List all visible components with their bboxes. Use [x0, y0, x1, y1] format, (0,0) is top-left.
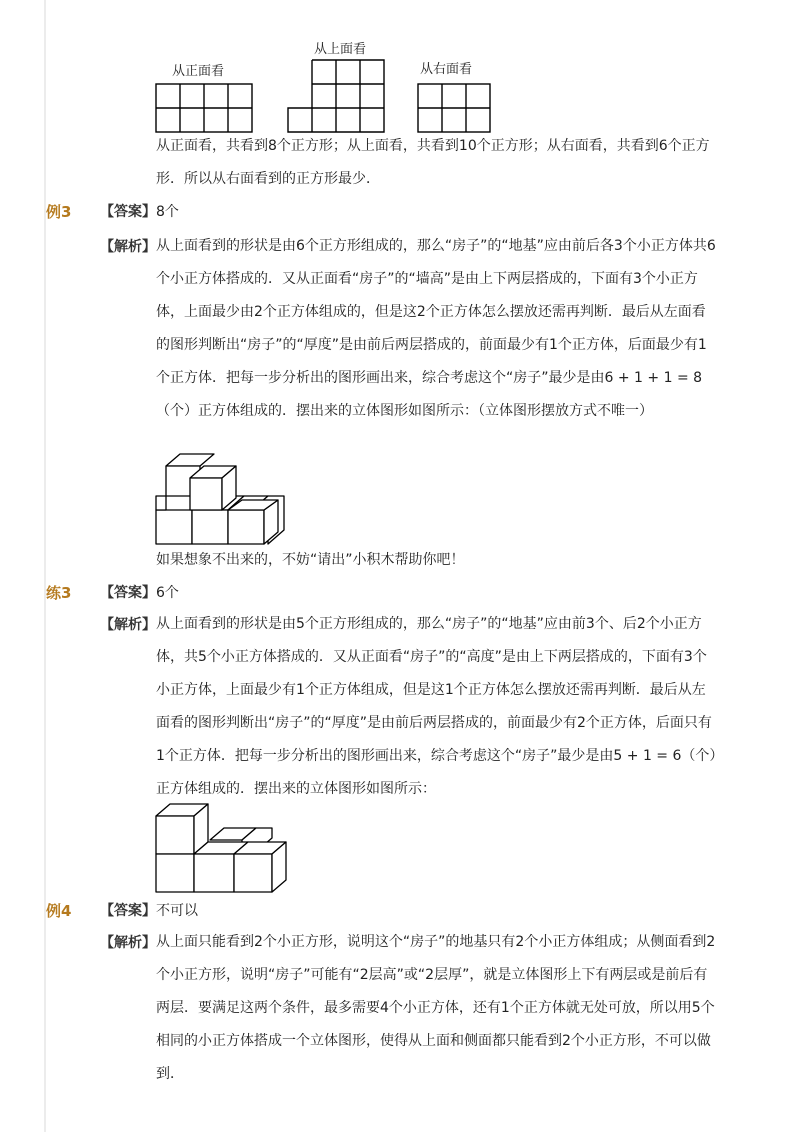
practice3-label: 练3 [46, 584, 72, 602]
margin-line [44, 0, 46, 1132]
top-view-label: 从上面看 [314, 42, 367, 57]
example3-analysis-tag: 【解析】 [100, 239, 156, 255]
example3-answer: 8个 [156, 204, 179, 220]
practice3-analysis: 从上面看到的形状是由5个正方形组成的，那么“房子”的“地基”应由前3个、后2个小正方体，共5个小正方体搭成的．又从正面看“房子”的“高度”是由上下两层搭成的，下面有3个小正方体，上面最少有1个正方体组成，但是这1个正方体怎么摆放还需再判断．最后从左面看的图形判断出“房子”的“厚度”是由前后两层搭成的，前面最少有2个正方体，后面只有1个正方体．把每一步分析出的图形画出来，综合考虑这个“房子”最少是由5 + 1 = 6（个）正方体组成的．摆出来的立体图形如图所示： [156, 616, 717, 797]
example4-analysis: 从上面只能看到2个小正方形，说明这个“房子”的地基只有2个小正方体组成；从侧面看到2个小正方形，说明“房子”可能有“2层高”或“2层厚”，就是立体图形上下有两层或是前后有两层．要满足这两个条件，最多需要4个小正方体，还有1个正方体就无处可放，所以用5个相同的小正方体搭成一个立体图形，使得从上面和侧面都只能看到2个小正方形，不可以做到． [156, 934, 716, 1082]
example4-answer: 不可以 [156, 903, 198, 919]
right-view-grid [418, 84, 490, 132]
practice3-answer: 6个 [156, 585, 179, 601]
example3-label: 例3 [46, 203, 72, 221]
example4-answer-tag: 【答案】 [100, 903, 156, 919]
top-view-grid [288, 60, 384, 132]
right-view-label: 从右面看 [420, 62, 473, 77]
front-view-grid [156, 84, 252, 132]
example4-label: 例4 [46, 902, 72, 920]
example3-answer-tag: 【答案】 [100, 204, 156, 220]
practice3-cube-figure [156, 802, 288, 894]
intro-paragraph: 从正面看，共看到8个正方形；从上面看，共看到10个正方形；从右面看，共看到6个正方形．所以从右面看到的正方形最少． [156, 138, 710, 187]
example3-analysis: 从上面看到的形状是由6个正方形组成的，那么“房子”的“地基”应由前后各3个小正方体共6个小正方体搭成的．又从正面看“房子”的“墙高”是由上下两层搭成的，下面有3个小正方体，上面最少由2个正方体组成的，但是这2个正方体怎么摆放还需再判断．最后从左面看的图形判断出“房子”的“厚度”是由前后两层搭成的，前面最少有1个正方体，后面最少有1个正方体．把每一步分析出的图形画出来，综合考虑这个“房子”最少是由6 + 1 + 1 = 8（个）正方体组成的．摆出来的立体图形如图所示：（立体图形摆放方式不唯一） [156, 238, 716, 419]
practice3-analysis-tag: 【解析】 [100, 617, 156, 633]
example3-cube-figure [156, 452, 286, 544]
practice3-answer-tag: 【答案】 [100, 585, 156, 601]
example3-note: 如果想象不出来的，不妨“请出”小积木帮助你吧！ [156, 552, 465, 568]
example4-analysis-tag: 【解析】 [100, 935, 156, 951]
front-view-label: 从正面看 [172, 64, 225, 79]
